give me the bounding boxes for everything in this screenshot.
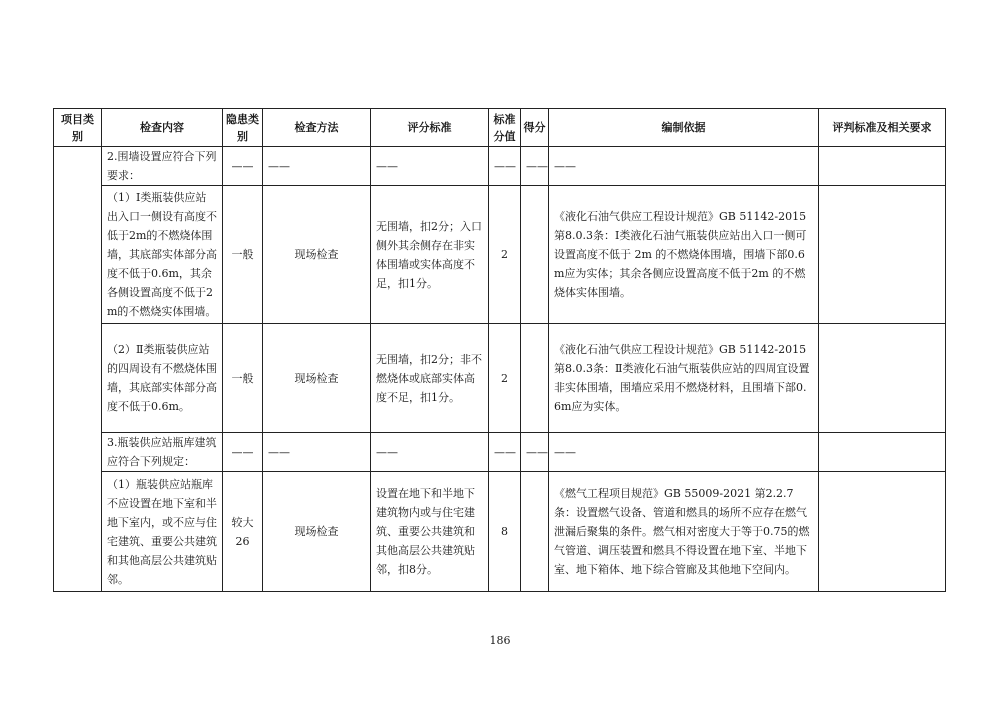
method-cell: 现场检查	[263, 324, 371, 433]
std-score-cell: 2	[489, 324, 521, 433]
basis-cell: ——	[549, 147, 819, 186]
method-cell: ——	[263, 433, 371, 472]
std-score-cell: 2	[489, 186, 521, 324]
table-row	[54, 472, 946, 592]
method-cell: 现场检查	[263, 472, 371, 592]
header-hazard-type: 隐患类别	[223, 109, 263, 147]
hazard-type-cell: ——	[223, 433, 263, 472]
score-cell	[521, 472, 549, 592]
basis-cell: 《液化石油气供应工程设计规范》GB 51142-2015 第8.0.3条：Ⅰ类液化石油气瓶装供应站出入口一侧可设置高度不低于 2m 的不燃烧体围墙，围墙下部0.6m应为实体；其余各侧应设置高度不低于2m 的不燃烧体实体围墙。	[549, 186, 819, 324]
header-content: 检查内容	[102, 109, 223, 147]
basis-cell: 《燃气工程项目规范》GB 55009-2021 第2.2.7条：设置燃气设备、管道和燃具的场所不应存在燃气泄漏后聚集的条件。燃气相对密度大于等于0.75的燃气管道、调压装置和燃具不得设置在地下室、半地下室、地下箱体、地下综合管廊及其他地下空间内。	[549, 472, 819, 592]
requirements-cell	[819, 186, 946, 324]
hazard-type-cell: ——	[223, 147, 263, 186]
content-cell: （1）Ⅰ类瓶装供应站出入口一侧设有高度不低于2m的不燃烧体围墙，其底部实体部分高度不低于0.6m，其余各侧设置高度不低于2m的不燃烧实体围墙。	[102, 186, 223, 324]
header-std-score: 标准分值	[489, 109, 521, 147]
table-row	[54, 186, 946, 324]
requirements-cell	[819, 324, 946, 433]
header-criteria: 评分标准	[371, 109, 489, 147]
requirements-cell	[819, 472, 946, 592]
table-row	[54, 324, 946, 433]
score-cell: ——	[521, 433, 549, 472]
criteria-cell: 无围墙，扣2分；非不燃烧体或底部实体高度不足，扣1分。	[371, 324, 489, 433]
score-cell	[521, 186, 549, 324]
header-row	[54, 109, 946, 147]
inspection-table	[53, 108, 946, 592]
content-cell: 3.瓶装供应站瓶库建筑应符合下列规定：	[102, 433, 223, 472]
score-cell	[521, 324, 549, 433]
page-number: 186	[489, 634, 511, 647]
basis-cell: ——	[549, 433, 819, 472]
requirements-cell	[819, 433, 946, 472]
criteria-cell: ——	[371, 147, 489, 186]
header-method: 检查方法	[263, 109, 371, 147]
header-requirements: 评判标准及相关要求	[819, 109, 946, 147]
hazard-type-cell: 一般	[223, 186, 263, 324]
content-cell: （1）瓶装供应站瓶库不应设置在地下室和半地下室内，或不应与住宅建筑、重要公共建筑和其他高层公共建筑贴邻。	[102, 472, 223, 592]
header-basis: 编制依据	[549, 109, 819, 147]
method-cell: ——	[263, 147, 371, 186]
std-score-cell: 8	[489, 472, 521, 592]
std-score-cell: ——	[489, 147, 521, 186]
score-cell: ——	[521, 147, 549, 186]
header-category: 项目类别	[54, 109, 102, 147]
table-row	[54, 147, 946, 186]
criteria-cell: ——	[371, 433, 489, 472]
hazard-type-cell: 一般	[223, 324, 263, 433]
std-score-cell: ——	[489, 433, 521, 472]
header-score: 得分	[521, 109, 549, 147]
hazard-type-cell: 较大 26	[223, 472, 263, 592]
method-cell: 现场检查	[263, 186, 371, 324]
requirements-cell	[819, 147, 946, 186]
category-cell	[54, 147, 102, 592]
content-cell: （2）Ⅱ类瓶装供应站的四周设有不燃烧体围墙，其底部实体部分高度不低于0.6m。	[102, 324, 223, 433]
basis-cell: 《液化石油气供应工程设计规范》GB 51142-2015 第8.0.3条：Ⅱ类液化石油气瓶装供应站的四周宜设置非实体围墙，围墙应采用不燃烧材料，且围墙下部0.6m应为实体。	[549, 324, 819, 433]
table-row	[54, 433, 946, 472]
criteria-cell: 设置在地下和半地下建筑物内或与住宅建筑、重要公共建筑和其他高层公共建筑贴邻，扣8分。	[371, 472, 489, 592]
criteria-cell: 无围墙，扣2分；入口侧外其余侧存在非实体围墙或实体高度不足，扣1分。	[371, 186, 489, 324]
content-cell: 2.围墙设置应符合下列要求：	[102, 147, 223, 186]
